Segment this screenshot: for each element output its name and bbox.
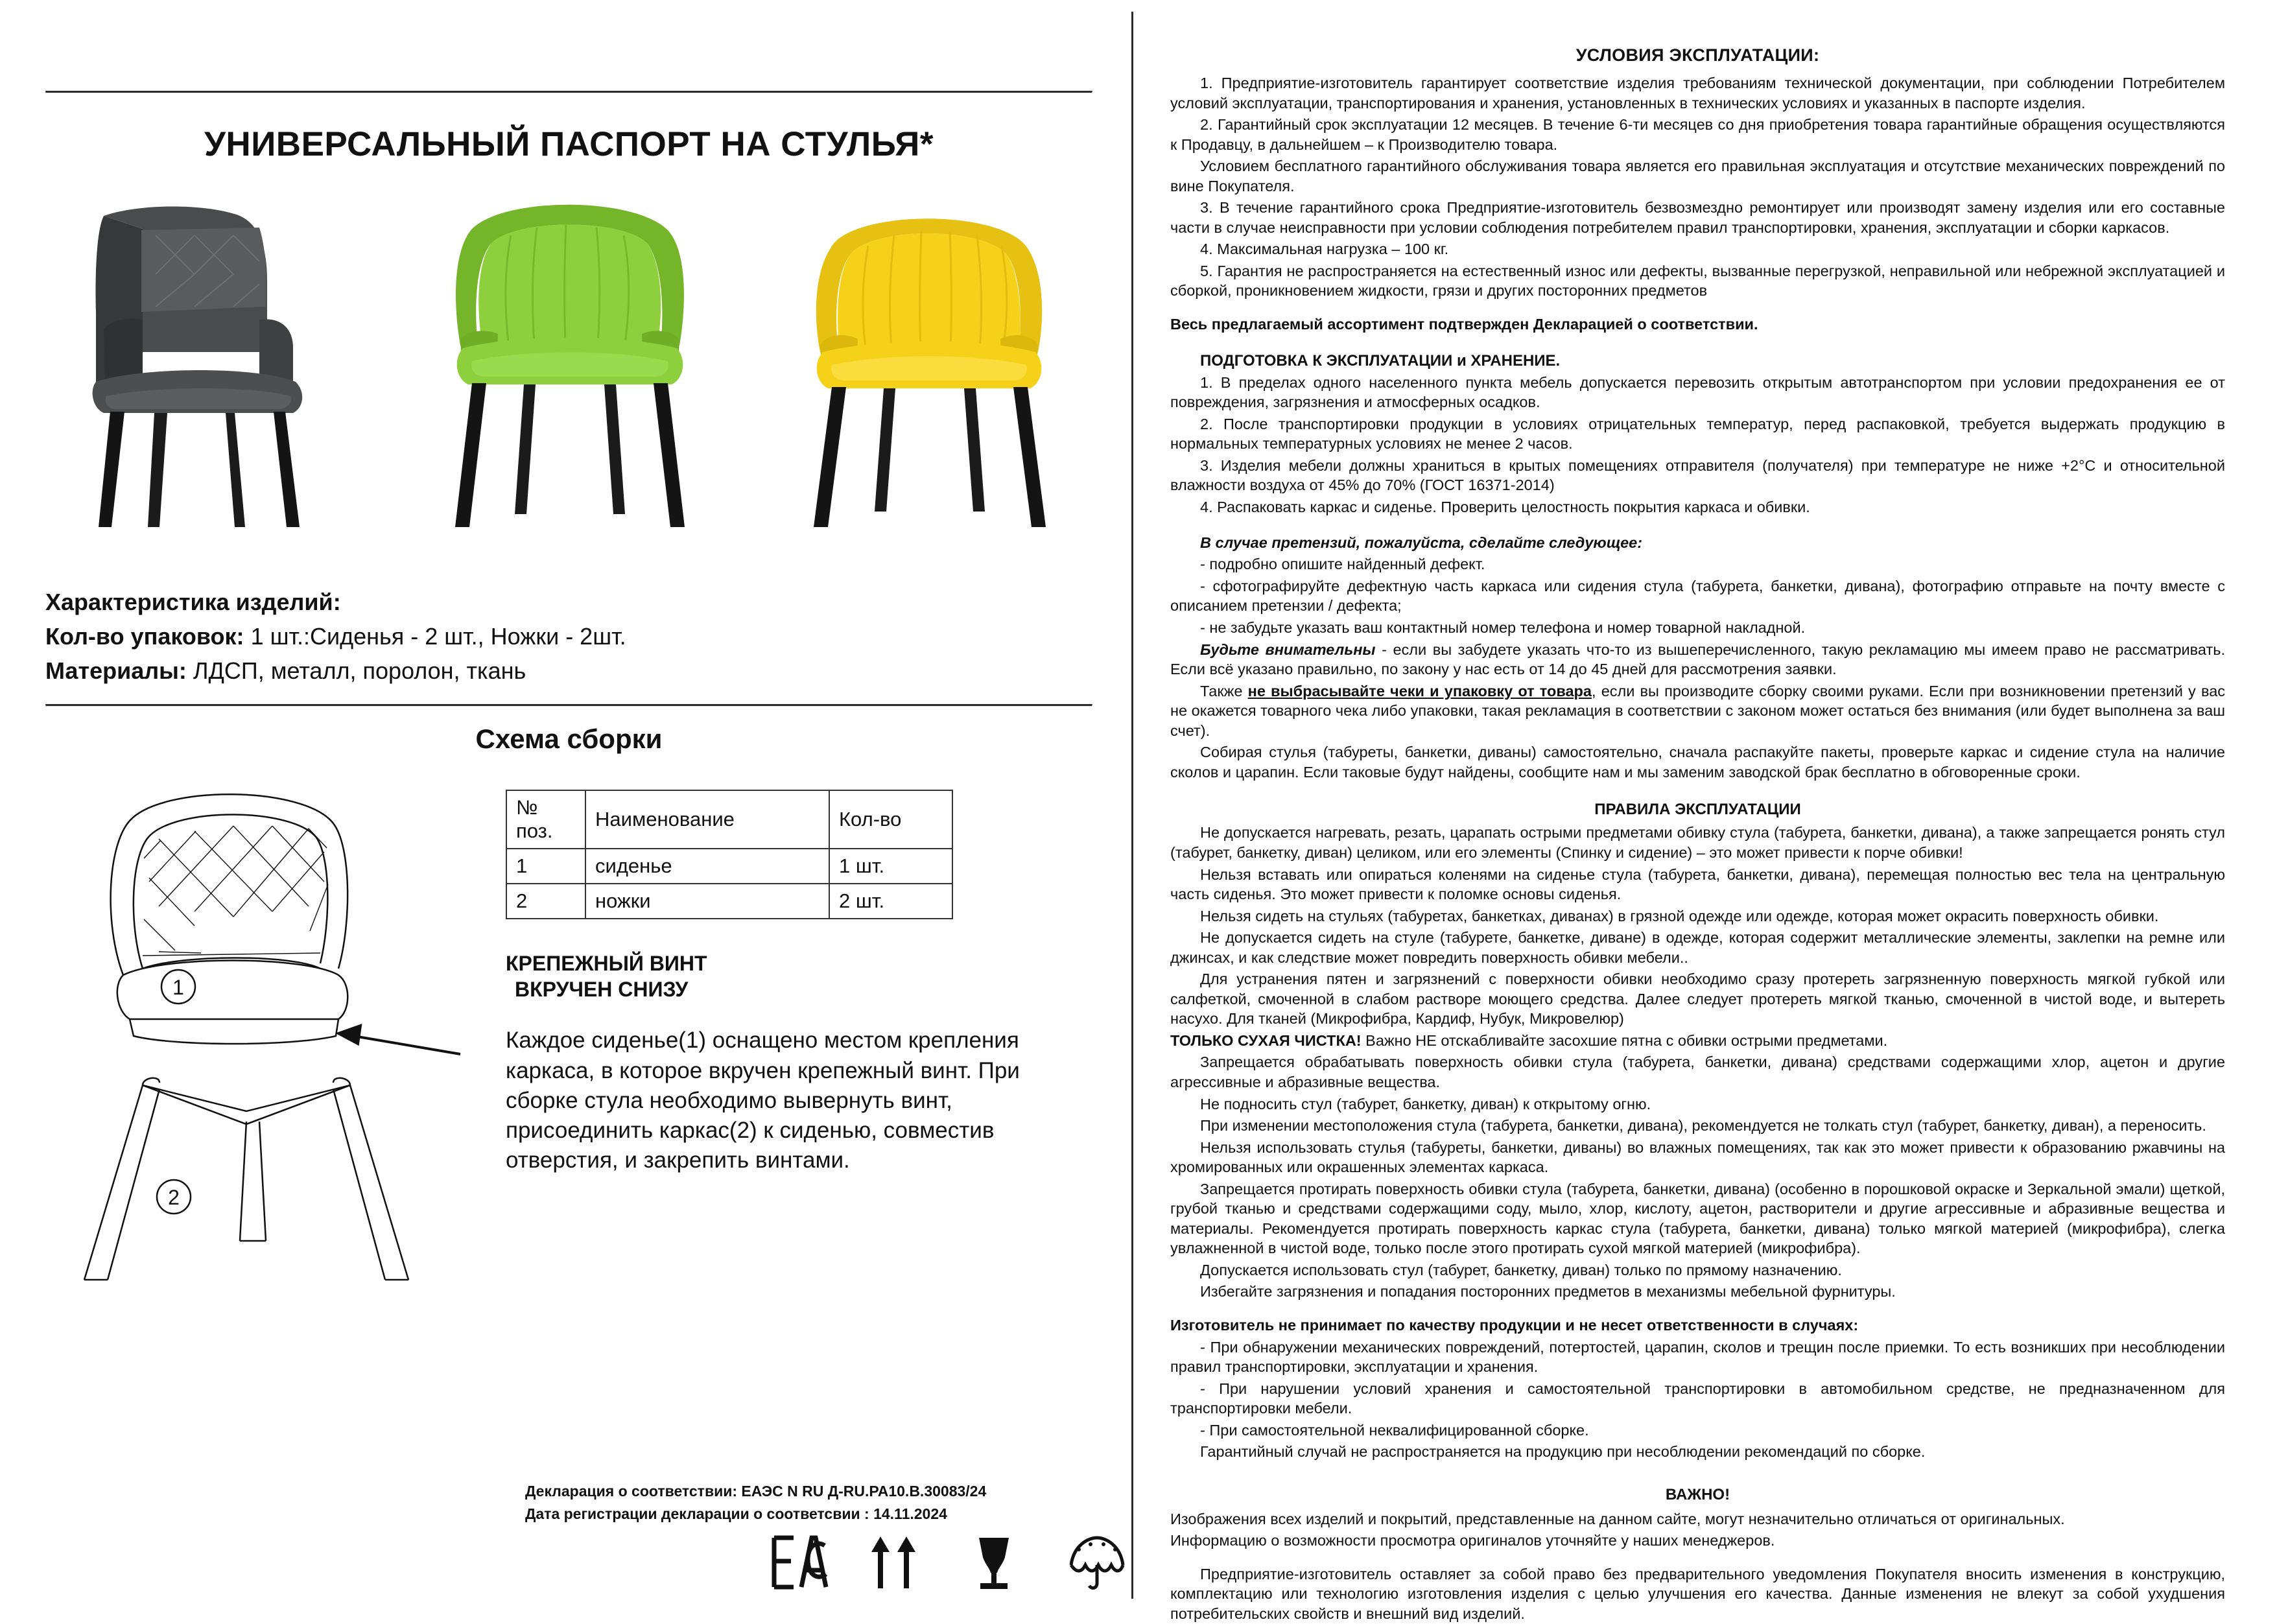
declaration-number: Декларация о соответствии: ЕАЭС N RU Д-RU.РА10.В.30083/24: [525, 1483, 987, 1500]
storage-item-3: 3. Изделия мебели должны храниться в крытых помещениях отправителя (получателя) при температуре не ниже +2°С и относительной влажности воздуха от 45% до 70% (ГОСТ 16371-2014): [1170, 456, 2225, 494]
parts-header-num: № поз.: [506, 790, 585, 849]
rules-item-8: При изменении местоположения стула (табурета, банкетки, дивана), рекомендуется не толкать стул (табурет, банкетку, диван), а переносить.: [1200, 1117, 2206, 1135]
fragile-mark-icon: [965, 1533, 1023, 1592]
specs-quantity-value: 1 шт.:Сиденья - 2 шт., Ножки - 2шт.: [250, 623, 626, 650]
liability-item-4: Гарантийный случай не распространяется на продукцию при несоблюдении рекомендаций по сборке.: [1200, 1443, 1926, 1461]
rules-item-3: Нельзя сидеть на стульях (табуретах, банкетках, диванах) в грязной одежде или одежде, которая может окрасить поверхность обивки.: [1200, 907, 2159, 924]
chair-green-icon: [427, 190, 712, 566]
specs-quantity-label: Кол-во упаковок:: [45, 623, 244, 650]
claims-attention-lead: Будьте внимательны: [1200, 641, 1376, 658]
chair-grey: [65, 190, 350, 566]
important-item-1: Изображения всех изделий и покрытий, представленные на данном сайте, могут незначительно отличаться от оригинальных.: [1170, 1510, 2065, 1527]
claims-also-lead: Также: [1200, 682, 1248, 700]
rules-title: ПРАВИЛА ЭКСПЛУАТАЦИИ: [1594, 801, 1801, 819]
operating-conditions-title: УСЛОВИЯ ЭКСПЛУАТАЦИИ:: [1575, 45, 1820, 65]
screw-note-line1: КРЕПЕЖНЫЙ ВИНТ: [506, 952, 707, 976]
chair-line-drawing-icon: [45, 761, 499, 1332]
assembly-drawing: [45, 761, 499, 1332]
operating-item-2: 2. Гарантийный срок эксплуатации 12 месяцев. В течение 6-ти месяцев со дня приобретения товара гарантийные обращения осуществляются к Продавцу, в дальнейшем – к Производителю товара.: [1170, 116, 2225, 153]
important-item-2: Информацию о возможности просмотра оригиналов уточняйте у наших менеджеров.: [1170, 1532, 1775, 1549]
specs-materials-value: ЛДСП, металл, поролон, ткань: [193, 657, 526, 685]
rules-item-12: Избегайте загрязнения и попадания посторонних предметов в механизмы мебельной фурнитуры.: [1200, 1283, 1896, 1300]
storage-item-1: 1. В пределах одного населенного пункта мебель допускается перевозить открытым автотранспортом при условии предохранения ее от повреждения, загрязнения и атмосферных осадков.: [1170, 373, 2225, 411]
middle-divider: [45, 704, 1092, 707]
this-way-up-mark-icon: [865, 1533, 923, 1592]
screw-note-line2: ВКРУЧЕН СНИЗУ: [515, 978, 689, 1002]
liability-item-3: - При самостоятельной неквалифицированной сборке.: [1200, 1421, 1589, 1439]
rules-item-4: Не допускается сидеть на стуле (табурете, банкетке, диване) в одежде, которая содержит металлические элементы, заклепки на ремне или джинсах, и как следствие может повредить поверхность обивки мебели..: [1170, 929, 2225, 966]
chair-green: [427, 190, 712, 566]
parts-row-2-qty: 2 шт.: [829, 884, 952, 919]
eac-mark-icon: [765, 1533, 823, 1592]
page-title: УНИВЕРСАЛЬНЫЙ ПАСПОРТ НА СТУЛЬЯ*: [204, 125, 934, 163]
svg-text:1: 1: [172, 976, 184, 1000]
rules-item-9: Нельзя использовать стулья (табуреты, банкетки, диваны) во влажных помещениях, так как это может привести к образованию ржавчины на хромированных или окрашенных элементах каркаса.: [1170, 1138, 2225, 1176]
important-title: ВАЖНО!: [1665, 1485, 1730, 1503]
chair-yellow: [788, 190, 1073, 566]
parts-table-header-row: [506, 790, 952, 849]
important-footer: Предприятие-изготовитель оставляет за собой право без предварительного уведомления Покупателя вносить изменения в конструкцию, комплектацию или технологию изготовления изделия с целью улучшения его качества. Данные изменения не влекут за собой ухудшения потребительских свойств и внешний вид изделий.: [1170, 1565, 2225, 1622]
keep-dry-mark-icon: [1065, 1533, 1123, 1592]
assembly-info: [499, 761, 1092, 1175]
left-column: [0, 0, 1131, 1610]
specs-materials-label: Материалы:: [45, 657, 187, 685]
packaging-marks: [765, 1533, 1123, 1592]
claims-item-3: - не забудьте указать ваш контактный номер телефона и номер товарной накладной.: [1200, 619, 1806, 637]
liability-item-2: - При нарушении условий хранения и самостоятельной транспортировки в автомобильном средстве, не предназначенном для транспортировки мебели.: [1170, 1380, 2225, 1417]
operating-item-3: Условием бесплатного гарантийного обслуживания товара является его правильная эксплуатация и отсутствие механических повреждений по вине Покупателя.: [1170, 158, 2225, 194]
assembly-scheme-title: Схема сборки: [475, 724, 663, 755]
parts-row-2-name: ножки: [585, 884, 829, 919]
rules-item-7: Не подносить стул (табурет, банкетку, диван) к открытому огню.: [1200, 1095, 1651, 1112]
product-photos: [65, 177, 1073, 566]
operating-item-1: 1. Предприятие-изготовитель гарантирует соответствие изделия требованиям технической документации, при соблюдении Потребителем условий эксплуатации, транспортирования и хранения, установленных в технических условиях и указанных в паспорте изделия.: [1170, 75, 2225, 112]
parts-row-1-qty: 1 шт.: [829, 849, 952, 884]
rules-dry-clean-text: Важно НЕ отскабливайте засохшие пятна с обивки острыми предметами.: [1361, 1031, 1888, 1049]
right-column: [1131, 0, 2277, 1622]
top-divider: [45, 91, 1092, 93]
declaration-assortment-note: Весь предлагаемый ассортимент подтвержден Декларацией о соответствии.: [1170, 316, 1758, 333]
claims-attention-text: - если вы забудете указать что-то из вышеперечисленного, такую рекламацию мы имеем право не рассматривать. Если всё указано правильно, по закону у нас есть от 14 до 45 дней для рассмотрения заявки.: [1170, 641, 2225, 678]
rules-item-1: Не допускается нагревать, резать, царапать острыми предметами обивку стула (табурета, банкетки, дивана), а также запрещается ронять стул (табурет, банкетку, диван) целиком, или его элементы (Спинку и сидение) – это может привести к порче обивки!: [1170, 824, 2225, 861]
declaration-block: [525, 1480, 986, 1525]
claims-final: Собирая стулья (табуреты, банкетки, диваны) самостоятельно, сначала распакуйте пакеты, проверьте каркас и сидение стула на наличие сколов и царапин. Если таковые будут найдены, сообщите нам и мы заменим заводской брак бесплатно в обговоренные сроки.: [1170, 744, 2225, 781]
liability-title: Изготовитель не принимает по качеству продукции и не несет ответственности в случаях:: [1170, 1316, 1859, 1334]
specs-materials: [45, 654, 1092, 687]
specs-heading: Характеристика изделий:: [45, 589, 341, 615]
parts-row-1-num: 1: [506, 849, 585, 884]
declaration-date: Дата регистрации декларации о соответсвии : 14.11.2024: [525, 1505, 947, 1522]
assembly-scheme: [45, 761, 1092, 1332]
table-row: [506, 884, 952, 919]
claims-also-underline: не выбрасывайте чеки и упаковку от товара: [1247, 682, 1592, 700]
rules-dry-clean: [1170, 1031, 2225, 1051]
table-row: [506, 849, 952, 884]
rules-item-10: Запрещается протирать поверхность обивки стула (табурета, банкетки, дивана) (особенно в порошковой окраске и Зеркальной эмали) щеткой, грубой тканью и средствами содержащими соду, мыло, хлор, кислоту, ацетон, растворители и другие агрессивные и абразивные вещества и материалы. Рекомендуется протирать поверхность каркас стула (табурета, банкетки, дивана) только мягкой материей (микрофибра), слегка увлажненной в чистой воде, только после этого протирать сухой мягкой материей (микрофибра).: [1170, 1180, 2225, 1257]
parts-row-2-num: 2: [506, 884, 585, 919]
storage-item-4: 4. Распаковать каркас и сиденье. Проверить целостность покрытия каркаса и обивки.: [1200, 498, 1810, 515]
liability-item-1: - При обнаружении механических повреждений, потертостей, царапин, сколов и трещин после приемки. То есть возникших при несоблюдении правил транспортировки, эксплуатации и хранения.: [1170, 1338, 2225, 1376]
assembly-instructions: Каждое сиденье(1) оснащено местом крепления каркаса, в которое вкручен крепежный винт. При сборке стула необходимо вывернуть винт, присоединить каркас(2) к сиденью, совместив отверстия, и закрепить винтами.: [506, 1028, 1020, 1173]
specs-quantity: [45, 620, 1092, 653]
product-specs: [45, 585, 1092, 687]
parts-header-name: Наименование: [585, 790, 829, 849]
storage-item-2: 2. После транспортировки продукции в условиях отрицательных температур, перед распаковкой, требуется выдержать продукцию в нормальных температурных условиях не менее 2 часов.: [1170, 415, 2225, 453]
claims-also: [1170, 681, 2225, 741]
claims-title: В случае претензий, пожалуйста, сделайте следующее:: [1200, 534, 1643, 552]
claims-item-1: - подробно опишите найденный дефект.: [1200, 556, 1485, 573]
parts-row-1-name: сиденье: [585, 849, 829, 884]
chair-yellow-icon: [788, 190, 1073, 566]
chair-grey-icon: [65, 190, 350, 566]
claims-also-text: , если вы производите сборку своими руками. Если при возникновении претензий у вас не окажется товарного чека либо упаковки, такая рекламация в соответствии с законом может остаться без внимания (или будет выполнена за ваш счет).: [1170, 682, 2226, 739]
parts-header-qty: Кол-во: [829, 790, 952, 849]
rules-item-5: Для устранения пятен и загрязнений с поверхности обивки необходимо сразу протереть загрязненную поверхность мягкой губкой или салфеткой, смоченной в слабом растворе моющего средства. Далее следует протереть мягкой тканью, смоченной в чистой воде, и вытереть насухо. Для тканей (Микрофибра, Кардиф, Нубук, Микровелюр): [1170, 971, 2225, 1028]
claims-attention: [1170, 640, 2225, 679]
operating-item-6: 5. Гарантия не распространяется на естественный износ или дефекты, вызванные перегрузкой, неправильной или небрежной эксплуатацией и сборкой, проникновением жидкости, грязи и других посторонних предметов: [1170, 262, 2225, 300]
rules-dry-clean-lead: ТОЛЬКО СУХАЯ ЧИСТКА!: [1170, 1031, 1362, 1049]
parts-table: [506, 790, 953, 919]
rules-item-2: Нельзя вставать или опираться коленями на сиденье стула (табурета, банкетки, дивана), перемещая полностью вес тела на центральную часть сиденья. Это может привести к поломке основы сиденья.: [1170, 865, 2225, 903]
rules-item-11: Допускается использовать стул (табурет, банкетку, диван) только по прямому назначению.: [1200, 1261, 1842, 1278]
rules-item-6: Запрещается обрабатывать поверхность обивки стула (табурета, банкетки, дивана) средствами содержащими хлор, ацетон и другие агрессивные и абразивные вещества.: [1170, 1053, 2225, 1090]
svg-text:2: 2: [168, 1186, 180, 1210]
claims-item-2: - сфотографируйте дефектную часть каркаса или сидения стула (табурета, банкетки, дивана), фотографию отправьте на почту вместе с описанием претензии / дефекта;: [1170, 577, 2225, 615]
storage-title: ПОДГОТОВКА К ЭКСПЛУАТАЦИИ и ХРАНЕНИЕ.: [1200, 351, 1561, 370]
operating-item-4: 3. В течение гарантийного срока Предприятие-изготовитель безвозмездно ремонтирует или производят замену изделия или его составные части в случае неисправности при условии соблюдения потребителем правил транспортировки, хранения, эксплуатации и сборки каркасов.: [1170, 199, 2225, 236]
screw-note: [506, 950, 1092, 1002]
operating-item-5: 4. Максимальная нагрузка – 100 кг.: [1200, 241, 1449, 258]
